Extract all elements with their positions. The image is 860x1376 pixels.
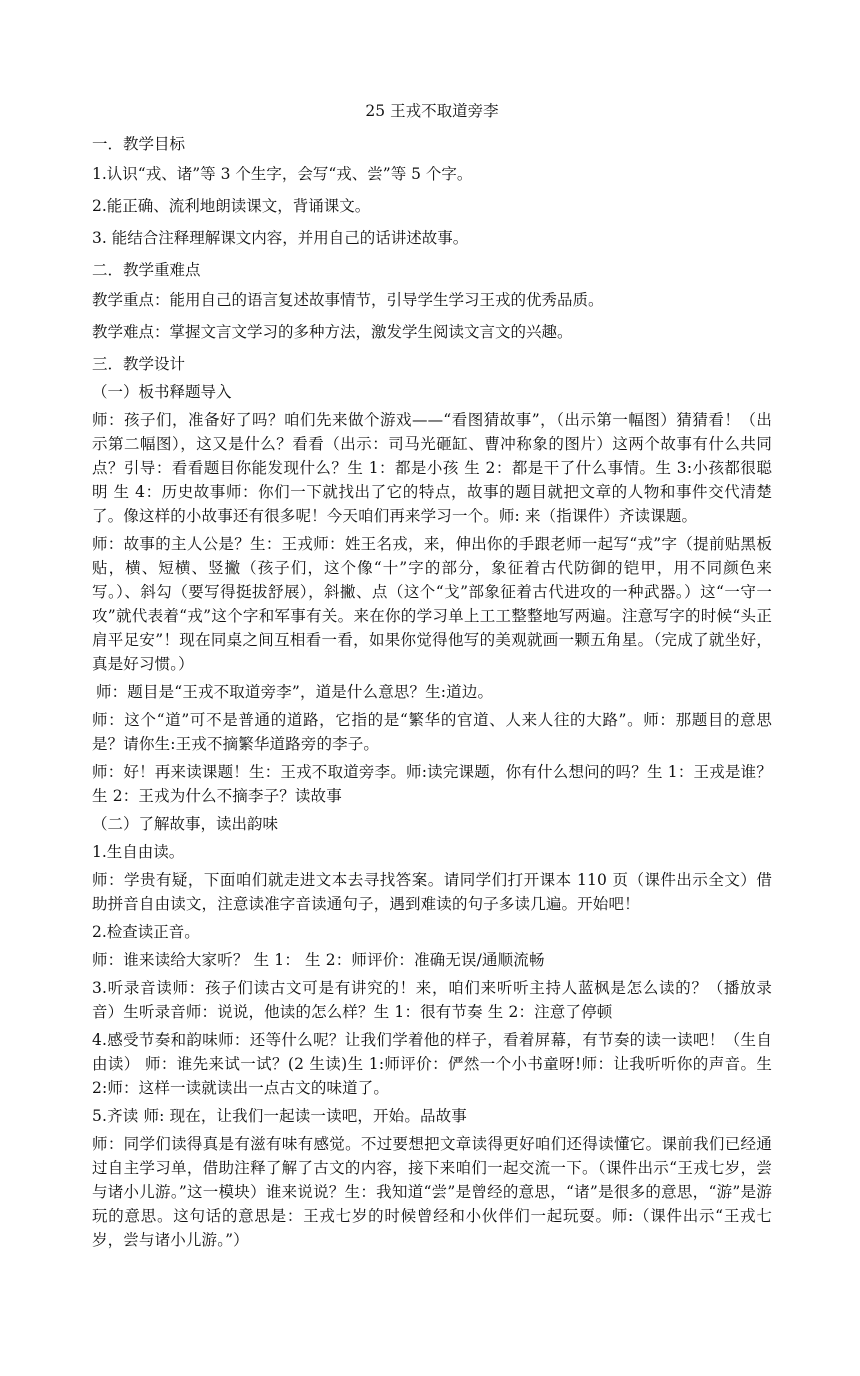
section-heading-key-points: 二．教学重难点 [92, 261, 201, 279]
paragraph: 师：孩子们，准备好了吗？咱们先来做个游戏——“看图猜故事”，（出示第一幅图）猜猜看！（出示第二幅图），这又是什么？看看（出示：司马光砸缸、曹冲称象的图片）这两个故事有什么共同点？引导：看看题目你能发现什么？生 1：都是小孩 生 2：都是干了什么事情。生 3:小孩都很聪明 生 4：历史故事师：你们一下就找出了它的特点，故事的题目就把文章的人物和事件交代清楚了。像这样的小故事还有很多呢！今天咱们再来学习一个。师: 来（指课件）齐读课题。 [92, 411, 772, 525]
section-heading-goals: 一．教学目标 [92, 135, 186, 153]
step-heading: 1.生自由读。 [92, 843, 185, 861]
difficult-point-text: 教学难点：掌握文言文学习的多种方法，激发学生阅读文言文的兴趣。 [92, 323, 573, 341]
page-title: 25 王戎不取道旁李 [365, 102, 499, 120]
goal-item: 3. 能结合注释理解课文内容，并用自己的话讲述故事。 [92, 229, 469, 247]
subsection-heading: （一）板书释题导入 [92, 383, 232, 401]
paragraph: 师：故事的主人公是？生：王戎师：姓王名戎，来，伸出你的手跟老师一起写“戎”字（提前贴黑板贴，横、短横、竖撇（孩子们，这个像“十”字的部分，象征着古代防御的铠甲，用不同颜色来写。）、斜勾（要写得挺拔舒展），斜撇、点（这个“戈”部象征着古代进攻的一种武器。）这“一守一攻”就代表着“戎”这个字和军事有关。来在你的学习单上工工整整地写两遍。注意写字的时候“头正肩平足安”！现在同桌之间互相看一看，如果你觉得他写的美观就画一颗五角星。（完成了就坐好，真是好习惯。） [92, 535, 772, 673]
paragraph: 师：题目是“王戎不取道旁李”，道是什么意思？生:道边。 [96, 683, 494, 701]
key-point-text: 教学重点：能用自己的语言复述故事情节，引导学生学习王戎的优秀品质。 [92, 291, 604, 309]
paragraph: 师：同学们读得真是有滋有味有感觉。不过要想把文章读得更好咱们还得读懂它。课前我们已经通过自主学习单，借助注释了解了古文的内容，接下来咱们一起交流一下。（课件出示“王戎七岁，尝与诸小儿游。”这一模块）谁来说说？生：我知道“尝”是曾经的意思，“诸”是很多的意思，“游”是游玩的意思。这句话的意思是：王戎七岁的时候曾经和小伙伴们一起玩耍。师:（课件出示“王戎七岁，尝与诸小儿游。”） [92, 1135, 772, 1249]
section-heading-design: 三．教学设计 [92, 355, 186, 373]
paragraph: 3.听录音读师：孩子们读古文可是有讲究的！来，咱们来听听主持人蓝枫是怎么读的？（播放录音）生听录音师：说说，他读的怎么样？生 1：很有节奏 生 2：注意了停顿 [92, 979, 772, 1021]
paragraph: 5.齐读 师: 现在，让我们一起读一读吧，开始。品故事 [92, 1107, 467, 1125]
goal-item: 2.能正确、流利地朗读课文，背诵课文。 [92, 197, 371, 215]
paragraph: 师：好！再来读课题！生：王戎不取道旁李。师:读完课题，你有什么想问的吗？生 1：王戎是谁？ 生 2：王戎为什么不摘李子？读故事 [92, 763, 772, 805]
document-body [92, 98, 772, 1252]
subsection-heading: （二）了解故事，读出韵味 [92, 815, 279, 833]
step-heading: 2.检查读正音。 [92, 923, 200, 941]
goal-item: 1.认识“戎、诸”等 3 个生字，会写“戎、尝”等 5 个字。 [92, 165, 473, 183]
paragraph: 师：学贵有疑，下面咱们就走进文本去寻找答案。请同学们打开课本 110 页（课件出示全文）借助拼音自由读文，注意读准字音读通句子，遇到难读的句子多读几遍。开始吧！ [92, 871, 772, 913]
paragraph: 师：谁来读给大家听？ 生 1： 生 2：师评价：准确无误/通顺流畅 [92, 951, 545, 969]
paragraph: 师：这个“道”可不是普通的道路，它指的是“繁华的官道、人来人往的大路”。师：那题目的意思是？请你生:王戎不摘繁华道路旁的李子。 [92, 711, 772, 753]
paragraph: 4.感受节奏和韵味师：还等什么呢？让我们学着他的样子，看着屏幕，有节奏的读一读吧！（生自由读） 师：谁先来试一试？(2 生读)生 1:师评价：俨然一个小书童呀!师：让我听听你的声音。生 2:师：这样一读就读出一点古文的味道了。 [92, 1031, 772, 1097]
